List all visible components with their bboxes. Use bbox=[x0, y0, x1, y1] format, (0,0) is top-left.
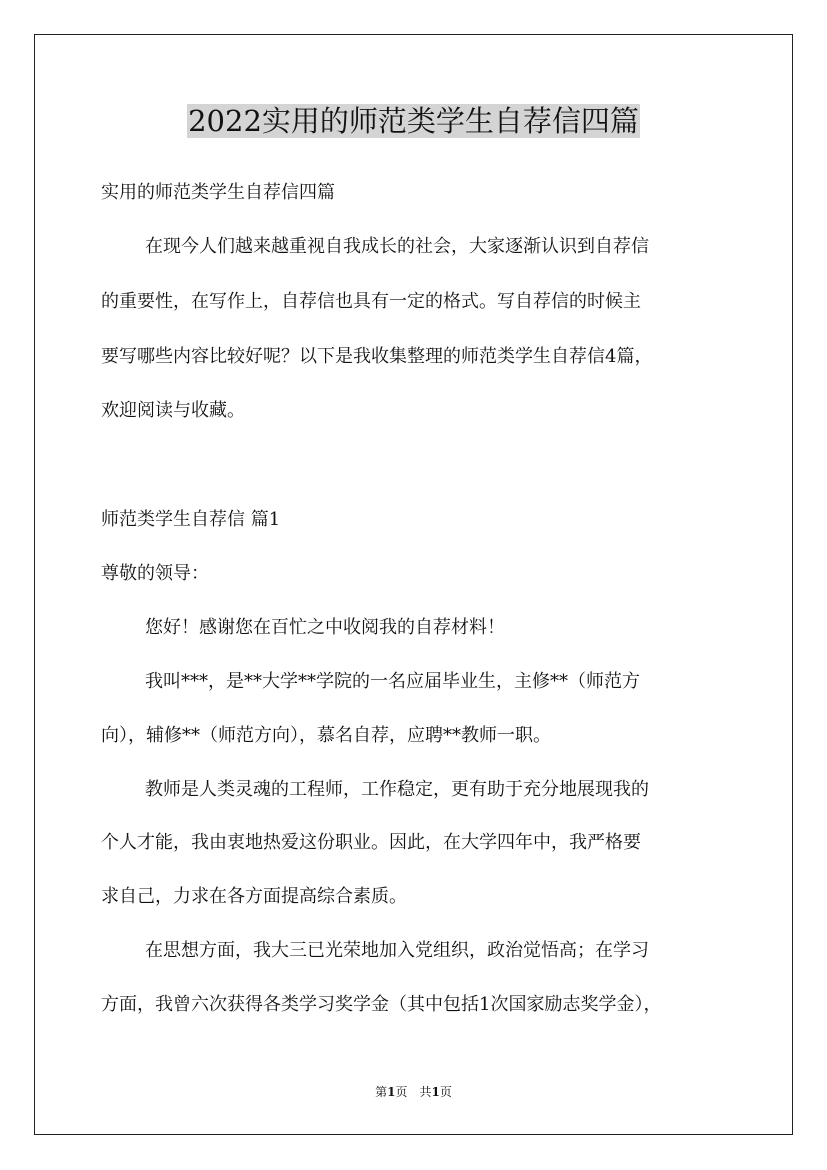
footer-suffix: 页 bbox=[439, 1085, 452, 1099]
footer-page-number: 1 bbox=[387, 1085, 396, 1099]
page-footer bbox=[0, 1084, 827, 1100]
subtitle: 实用的师范类学生自荐信四篇 bbox=[101, 182, 335, 203]
document-title: 2022实用的师范类学生自荐信四篇 bbox=[188, 104, 639, 138]
greeting-line: 您好！感谢您在百忙之中收阅我的自荐材料！ bbox=[145, 617, 505, 638]
intro-line-1: 在现今人们越来越重视自我成长的社会，大家逐渐认识到自荐信 bbox=[145, 236, 649, 257]
intro-line-4: 欢迎阅读与收藏。 bbox=[101, 400, 245, 421]
intro-line-2: 的重要性，在写作上，自荐信也具有一定的格式。写自荐信的时候主 bbox=[101, 291, 641, 312]
body-line-5: 求自己，力求在各方面提高综合素质。 bbox=[101, 886, 407, 907]
body-line-7: 方面，我曾六次获得各类学习奖学金（其中包括1次国家励志奖学金）， bbox=[101, 994, 662, 1015]
body-line-1: 我叫***，是**大学**学院的一名应届毕业生，主修**（师范方 bbox=[145, 671, 640, 692]
footer-total-pages: 1 bbox=[431, 1085, 440, 1099]
salutation: 尊敬的领导： bbox=[101, 563, 209, 584]
footer-middle: 页 共 bbox=[395, 1085, 432, 1099]
body-line-3: 教师是人类灵魂的工程师，工作稳定，更有助于充分地展现我的 bbox=[145, 779, 649, 800]
footer-prefix: 第 bbox=[375, 1085, 388, 1099]
body-line-6: 在思想方面，我大三已光荣地加入党组织，政治觉悟高；在学习 bbox=[145, 940, 649, 961]
body-line-4: 个人才能，我由衷地热爱这份职业。因此，在大学四年中，我严格要 bbox=[101, 832, 641, 853]
section-heading: 师范类学生自荐信 篇1 bbox=[101, 509, 281, 530]
intro-line-3: 要写哪些内容比较好呢？以下是我收集整理的师范类学生自荐信4篇， bbox=[101, 346, 653, 367]
body-line-2: 向），辅修**（师范方向），慕名自荐，应聘**教师一职。 bbox=[101, 725, 551, 746]
